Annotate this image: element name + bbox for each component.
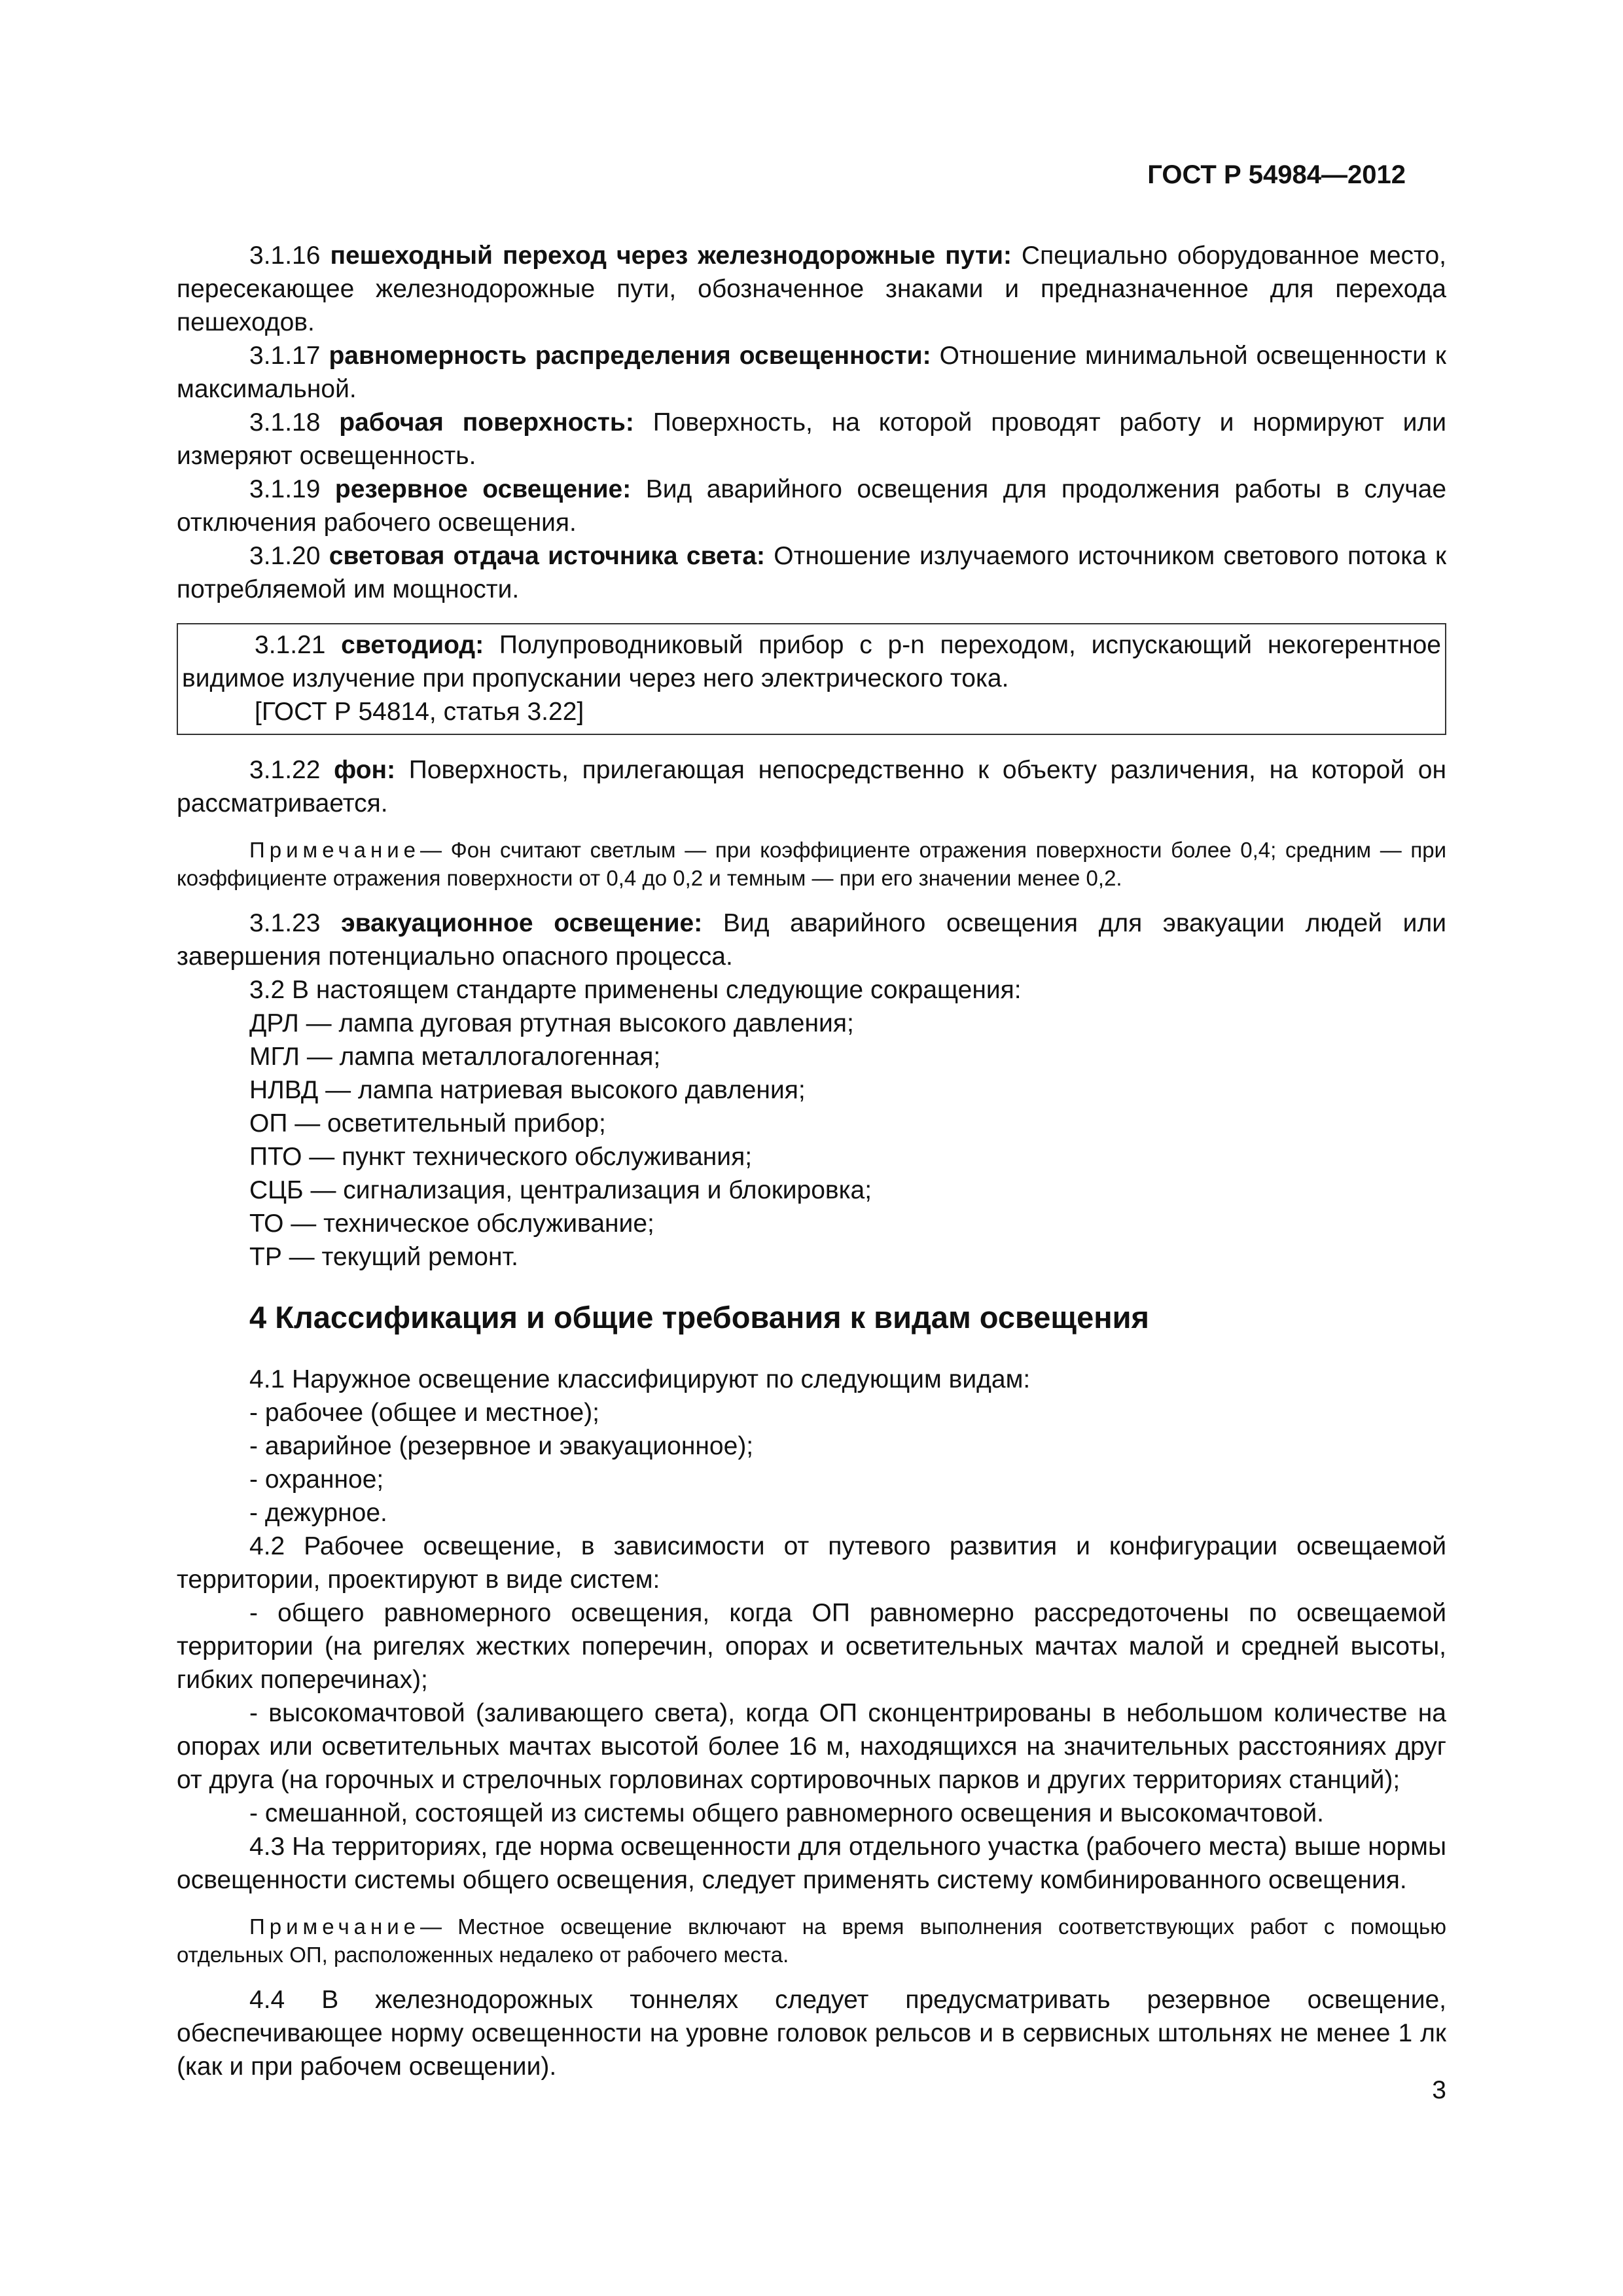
note-label: Примечание <box>249 838 421 862</box>
list-item: - охранное; <box>249 1465 384 1494</box>
abbreviation-item: ТО — техническое обслуживание; <box>249 1210 654 1238</box>
abbreviation-item: НЛВД — лампа натриевая высокого давления; <box>249 1076 806 1104</box>
term: эвакуационное освещение: <box>341 909 703 937</box>
paragraph-4-4: 4.4 В железнодорожных тоннелях следует предусматривать резервное освещение, обеспечивающее норму освещенности на уровне головок рельсов и в сервисных штольнях не менее 1 лк (как и при рабочем освещении). <box>177 1986 1446 2081</box>
abbreviation-item: ДРЛ — лампа дуговая ртутная высокого давления; <box>249 1009 854 1037</box>
abbreviation-item: СЦБ — сигнализация, централизация и блокировка; <box>249 1176 872 1204</box>
term: резервное освещение: <box>334 475 632 503</box>
term: рабочая поверхность: <box>339 408 634 437</box>
list-item: - смешанной, состоящей из системы общего равномерного освещения и высокомачтовой. <box>249 1799 1324 1827</box>
list-item: - аварийное (резервное и эвакуационное); <box>249 1432 754 1460</box>
definition-3-1-22: 3.1.22 фон: Поверхность, прилегающая непосредственно к объекту различения, на которой он рассматривается. <box>177 756 1446 817</box>
paragraph-4-3: 4.3 На территориях, где норма освещенности для отдельного участка (рабочего места) выше нормы освещенности системы общего освещения, следует применять систему комбинированного освещения. <box>177 1833 1446 1894</box>
term: фон: <box>334 756 396 784</box>
paragraph-4-1: 4.1 Наружное освещение классифицируют по следующим видам: <box>249 1365 1031 1393</box>
list-item: - высокомачтовой (заливающего света), когда ОП сконцентрированы в небольшом количестве на опорах или осветительных мачтах высотой более 16 м, находящихся на значительных расстояниях друг от друга (на горочных и стрелочных горловинах сортировочных парков и других территориях станций); <box>177 1699 1446 1794</box>
definition-3-1-20: 3.1.20 световая отдача источника света: Отношение излучаемого источником светового потока к потребляемой им мощности. <box>177 542 1447 603</box>
definition-3-1-23: 3.1.23 эвакуационное освещение: Вид аварийного освещения для эвакуации людей или завершения потенциально опасного процесса. <box>177 909 1447 971</box>
document-header: ГОСТ Р 54984—2012 <box>1147 160 1406 189</box>
definition-3-1-16: 3.1.16 пешеходный переход через железнодорожные пути: Специально оборудованное место, пересекающее железнодорожные пути, обозначенное знаками и предназначенное для перехода пешеходов. <box>177 242 1446 336</box>
term: светодиод: <box>341 631 484 659</box>
list-item: - дежурное. <box>249 1499 387 1527</box>
definition-source: [ГОСТ Р 54814, статья 3.22] <box>255 698 584 726</box>
term: световая отдача источника света: <box>329 542 765 570</box>
abbreviation-item: ПТО — пункт технического обслуживания; <box>249 1143 753 1171</box>
section-heading-4: 4 Классификация и общие требования к видам освещения <box>249 1300 1149 1335</box>
boxed-definition-3-1-21 <box>177 623 1446 735</box>
abbreviation-item: ОП — осветительный прибор; <box>249 1109 606 1138</box>
abbreviation-item: ТР — текущий ремонт. <box>249 1243 518 1271</box>
note-background: Примечание— Фон считают светлым — при коэффициенте отражения поверхности более 0,4; средним — при коэффициенте отражения поверхности от 0,4 до 0,2 и темным — при его значении менее 0,2. <box>177 838 1446 890</box>
abbreviations-intro: 3.2 В настоящем стандарте применены следующие сокращения: <box>249 976 1022 1004</box>
note-local-lighting: Примечание— Местное освещение включают на время выполнения соответствующих работ с помощью отдельных ОП, расположенных недалеко от рабочего места. <box>177 1914 1446 1967</box>
term: равномерность распределения освещенности: <box>329 342 931 370</box>
list-item: - общего равномерного освещения, когда ОП равномерно рассредоточены по освещаемой территории (на ригелях жестких поперечин, опорах и осветительных мачтах малой и средней высоты, гибких поперечинах); <box>177 1599 1446 1694</box>
list-item: - рабочее (общее и местное); <box>249 1399 600 1427</box>
note-label: Примечание <box>249 1914 421 1939</box>
definition-3-1-17: 3.1.17 равномерность распределения освещенности: Отношение минимальной освещенности к максимальной. <box>177 342 1446 403</box>
definition-3-1-21: 3.1.21 светодиод: Полупроводниковый прибор с p-n переходом, испускающий некогерентное видимое излучение при пропускании через него электрического тока. <box>182 631 1441 692</box>
definition-3-1-19: 3.1.19 резервное освещение: Вид аварийного освещения для продолжения работы в случае отключения рабочего освещения. <box>177 475 1447 537</box>
page-number: 3 <box>1432 2076 1446 2104</box>
term: пешеходный переход через железнодорожные пути: <box>330 242 1012 270</box>
paragraph-4-2: 4.2 Рабочее освещение, в зависимости от путевого развития и конфигурации освещаемой территории, проектируют в виде систем: <box>177 1532 1446 1594</box>
definition-3-1-18: 3.1.18 рабочая поверхность: Поверхность, на которой проводят работу и нормируют или измеряют освещенность. <box>177 408 1447 470</box>
abbreviation-item: МГЛ — лампа металлогалогенная; <box>249 1043 661 1071</box>
